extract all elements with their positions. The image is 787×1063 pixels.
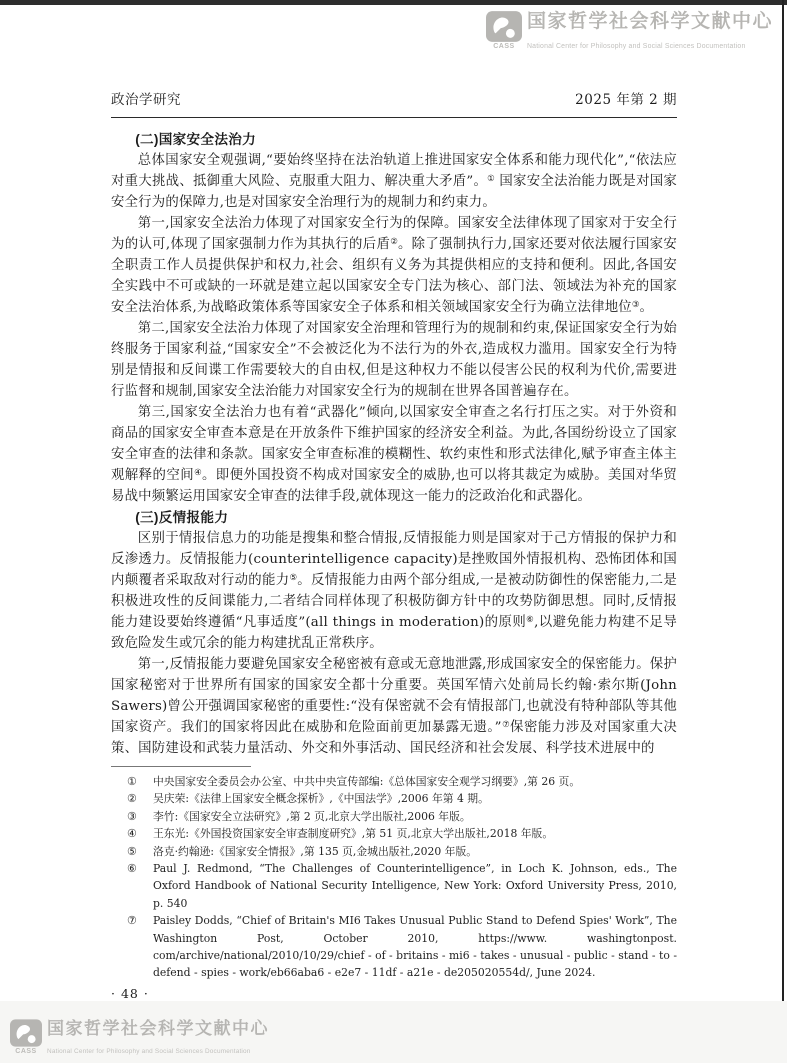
- footnote-text: Paisley Dodds, “Chief of Britain's MI6 Takes Unusual Public Stand to Defend Spies' Work”, The Washington Post, October 2010, https://www. washingtonpost. com/archive/national/2010/10/29/chief - of - britains - mi6 - takes - unusual - public - stand - to - defend - spies - work/eb66aba6 - e2e7 - 11df - a21e - de205020554d/, June 2024.: [153, 914, 677, 980]
- paragraph: 区别于情报信息力的功能是搜集和整合情报,反情报能力则是国家对于己方情报的保护力和反渗透力。反情报能力(counterintelligence capacity)是挫败国外情报机构、恐怖团体和国内颠覆者采取敌对行动的能力⑤。反情报能力由两个部分组成,一是被动防御性的保密能力,二是积极进攻性的反间谍能力,二者结合同样体现了积极防御方针中的攻势防御思想。同时,反情报能力建设要始终遵循“凡事适度”(all things in moderation)的原则⑥,以避免能力构建不足导致危险发生或冗余的能力构建扰乱正常秩序。: [111, 531, 677, 651]
- brand-abbr: CASS: [15, 1048, 37, 1055]
- article-body: [111, 129, 677, 759]
- footnote-item: [111, 790, 677, 807]
- section-heading-3: (三)反情报能力: [135, 510, 229, 525]
- footnote-number: ⑦: [127, 914, 137, 928]
- paragraph: 总体国家安全观强调,“要始终坚持在法治轨道上推进国家安全体系和能力现代化”,“依法应对重大挑战、抵御重大风险、克服重大阻力、解决重大矛盾”。① 国家安全法治能力既是对国家安全行为的保障力,也是对国家安全治理行为的规制力和约束力。: [111, 153, 677, 210]
- brand-name-en: National Center for Philosophy and Social Sciences Documentation: [526, 43, 746, 50]
- footnote-text: 李竹:《国家安全立法研究》,第 2 页,北京大学出版社,2006 年版。: [153, 809, 471, 823]
- footer-watermark-logo: [10, 1019, 269, 1055]
- footnote-item: [111, 808, 677, 825]
- footnote-item: [111, 843, 677, 860]
- issue-label: 2025 年第 2 期: [575, 92, 677, 108]
- footnote-text: 洛克·约翰逊:《国家安全情报》,第 135 页,金城出版社,2020 年版。: [153, 844, 478, 858]
- footnote-text: 吴庆荣:《法律上国家安全概念探析》,《中国法学》,2006 年第 4 期。: [153, 792, 489, 806]
- footnote-item: [111, 912, 677, 982]
- footnote-text: 王东光:《外国投资国家安全审查制度研究》,第 51 页,北京大学出版社,2018 年版。: [153, 827, 554, 841]
- section-heading-2: (二)国家安全法治力: [135, 132, 257, 147]
- footnote-item: [111, 860, 677, 912]
- cass-logo-icon: [10, 1019, 42, 1047]
- footer-band: [0, 1001, 787, 1063]
- paragraph: 第三,国家安全法治力也有着“武器化”倾向,以国家安全审查之名行打压之实。对于外资和商品的国家安全审查本意是在开放条件下维护国家的经济安全利益。为此,各国纷纷设立了国家安全审查的法律和条款。国家安全审查标准的模糊性、软约束性和形式法律化,赋予审查主体主观解释的空间④。即便外国投资不构成对国家安全的威胁,也可以将其裁定为威胁。美国对华贸易战中频繁运用国家安全审查的法律手段,就体现这一能力的泛政治化和武器化。: [111, 405, 677, 504]
- footnote-number: ⑥: [127, 862, 137, 876]
- footnote-item: [111, 825, 677, 842]
- footnote-number: ④: [127, 827, 137, 841]
- footnote-text: 中央国家安全委员会办公室、中共中央宣传部编:《总体国家安全观学习纲要》,第 26 页。: [153, 775, 581, 788]
- footnote-list: [111, 773, 677, 982]
- page-number: · 48 ·: [111, 985, 149, 1001]
- paragraph: 第一,反情报能力要避免国家安全秘密被有意或无意地泄露,形成国家安全的保密能力。保护国家秘密对于世界所有国家的国家安全都十分重要。英国军情六处前局长约翰·索尔斯(John Sawers)曾公开强调国家秘密的重要性:“没有保密就不会有情报部门,也就没有特种部队等其他国家资产。我们的国家将因此在威胁和危险面前更加暴露无遗。”⑦保密能力涉及对国家重大决策、国防建设和武装力量活动、外交和外事活动、国民经济和社会发展、科学技术进展中的: [111, 657, 677, 756]
- brand-name-cn: 国家哲学社会科学文献中心: [526, 11, 773, 32]
- brand-abbr: CASS: [493, 43, 515, 50]
- footnote-number: ①: [127, 775, 137, 788]
- running-head: [111, 88, 677, 108]
- footnote-item: [111, 773, 677, 790]
- paragraph: 第二,国家安全法治力体现了对国家安全治理和管理行为的规制和约束,保证国家安全行为始终服务于国家利益,“国家安全”不会被泛化为不法行为的外衣,造成权力滥用。国家安全行为特别是情报和反间谍工作需要较大的自由权,但是这种权力不能以侵害公民的权利为代价,需要进行监督和规制,国家安全法治能力对国家安全行为的规制在世界各国普遍存在。: [111, 321, 677, 399]
- footnote-text: Paul J. Redmond, “The Challenges of Counterintelligence”, in Loch K. Johnson, eds., The Oxford Handbook of National Security Intelligence, New York: Oxford University Press, 2010, p. 540: [153, 862, 677, 910]
- paragraph: 第一,国家安全法治力体现了对国家安全行为的保障。国家安全法律体现了国家对于安全行为的认可,体现了国家强制力作为其执行的后盾②。除了强制执行力,国家还要对依法履行国家安全职责工作人员提供保护和权力,社会、组织有义务为其提供相应的支持和便利。因此,各国安全实践中不可或缺的一环就是建立起以国家安全专门法为核心、部门法、领域法为补充的国家安全法治体系,为战略政策体系等国家安全子体系和相关领域国家安全行为确立法律地位③。: [111, 216, 677, 315]
- brand-name-en: National Center for Philosophy and Social Sciences Documentation: [47, 1048, 251, 1055]
- header-rule: [111, 117, 677, 118]
- journal-title: 政治学研究: [111, 92, 181, 108]
- brand-name-cn: 国家哲学社会科学文献中心: [47, 1019, 269, 1038]
- footnote-separator: [111, 766, 251, 767]
- footnote-number: ③: [127, 809, 137, 823]
- footnote-number: ②: [127, 792, 137, 806]
- footnote-number: ⑤: [127, 844, 137, 858]
